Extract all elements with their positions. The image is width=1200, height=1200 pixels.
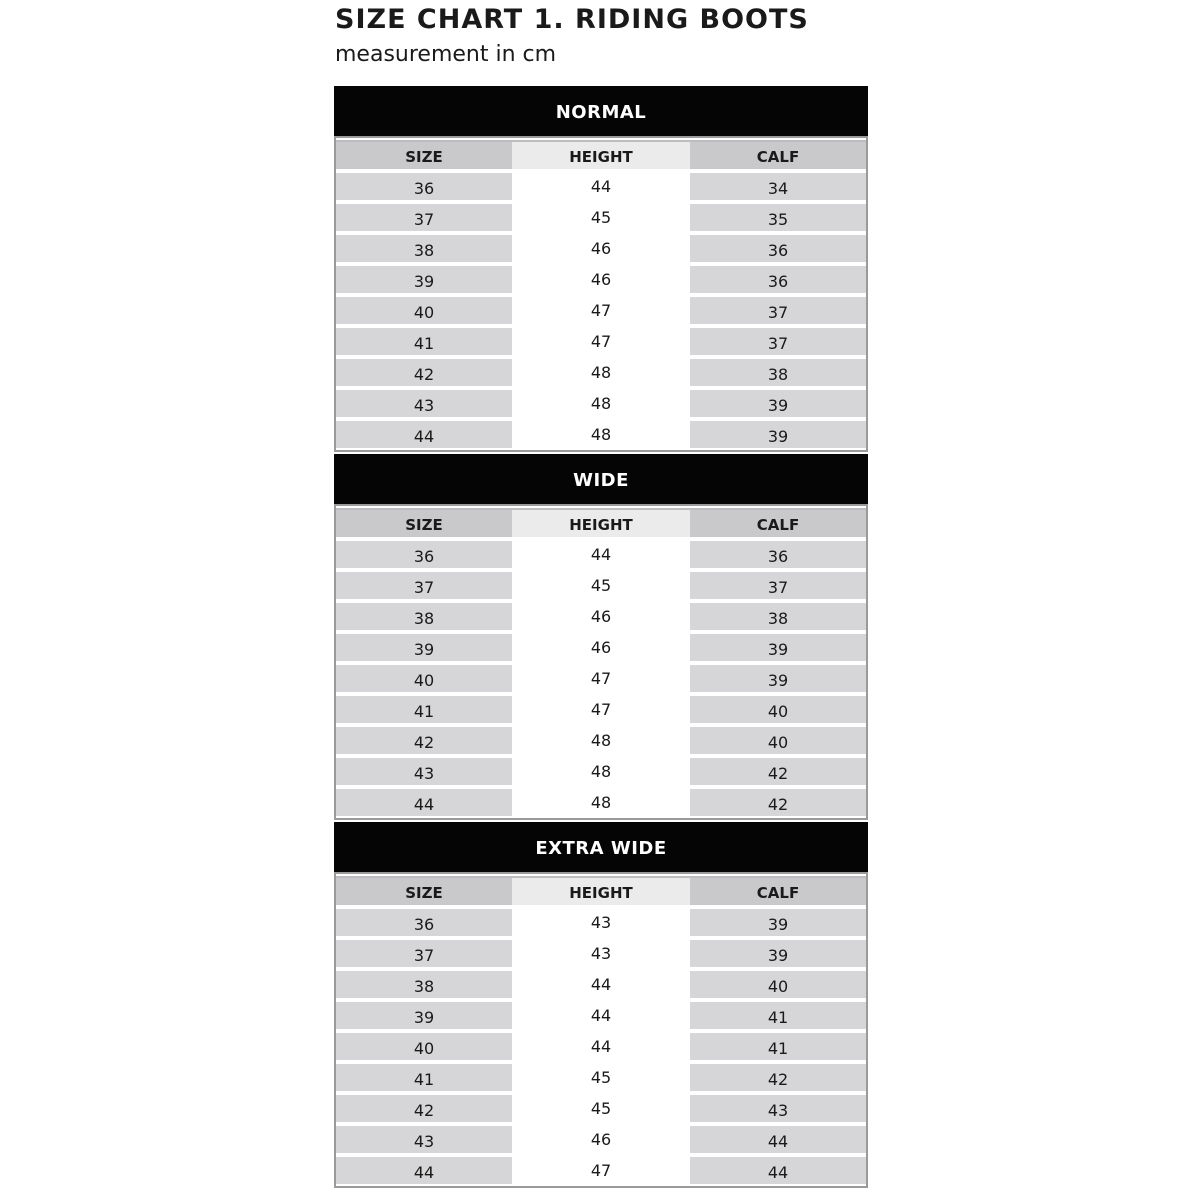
table-row [336, 202, 866, 231]
section-banner [334, 454, 868, 506]
cell-calf: 34 [690, 171, 866, 200]
table-row [336, 907, 866, 936]
cell-size: 37 [336, 570, 512, 599]
table-row [336, 171, 866, 200]
cell-height: 43 [512, 938, 690, 967]
cell-calf: 36 [690, 233, 866, 262]
table-row [336, 326, 866, 355]
cell-height: 46 [512, 264, 690, 293]
section-title: WIDE [573, 470, 629, 491]
cell-calf: 40 [690, 694, 866, 723]
cell-height: 43 [512, 907, 690, 936]
table-row [336, 233, 866, 262]
cell-height: 47 [512, 326, 690, 355]
column-header-size: SIZE [336, 140, 512, 169]
table-row [336, 756, 866, 785]
cell-height: 48 [512, 357, 690, 386]
cell-size: 39 [336, 264, 512, 293]
cell-size: 42 [336, 725, 512, 754]
cell-size: 38 [336, 601, 512, 630]
cell-calf: 44 [690, 1124, 866, 1153]
cell-height: 48 [512, 756, 690, 785]
table-row [336, 1124, 866, 1153]
cell-size: 41 [336, 326, 512, 355]
cell-height: 45 [512, 570, 690, 599]
cell-height: 46 [512, 1124, 690, 1153]
cell-size: 44 [336, 1155, 512, 1184]
section-normal [334, 85, 868, 453]
table-header-row [336, 508, 866, 537]
table-row [336, 357, 866, 386]
cell-size: 39 [336, 1000, 512, 1029]
cell-size: 40 [336, 663, 512, 692]
cell-size: 37 [336, 202, 512, 231]
cell-calf: 42 [690, 1062, 866, 1091]
cell-size: 38 [336, 969, 512, 998]
cell-calf: 36 [690, 264, 866, 293]
cell-size: 44 [336, 787, 512, 816]
cell-height: 46 [512, 233, 690, 262]
cell-size: 36 [336, 171, 512, 200]
cell-height: 44 [512, 1000, 690, 1029]
cell-calf: 43 [690, 1093, 866, 1122]
cell-calf: 35 [690, 202, 866, 231]
cell-height: 45 [512, 1062, 690, 1091]
cell-calf: 40 [690, 969, 866, 998]
cell-calf: 37 [690, 570, 866, 599]
table-row [336, 539, 866, 568]
table-row [336, 969, 866, 998]
cell-size: 40 [336, 1031, 512, 1060]
table-row [336, 694, 866, 723]
cell-height: 45 [512, 202, 690, 231]
cell-height: 46 [512, 632, 690, 661]
cell-height: 44 [512, 171, 690, 200]
cell-height: 45 [512, 1093, 690, 1122]
table-row [336, 787, 866, 816]
column-header-height: HEIGHT [512, 876, 690, 905]
section-banner [334, 86, 868, 138]
cell-height: 44 [512, 539, 690, 568]
cell-size: 43 [336, 756, 512, 785]
cell-size: 37 [336, 938, 512, 967]
cell-calf: 39 [690, 388, 866, 417]
cell-height: 44 [512, 969, 690, 998]
cell-size: 43 [336, 388, 512, 417]
table-row [336, 1031, 866, 1060]
cell-height: 46 [512, 601, 690, 630]
cell-height: 48 [512, 725, 690, 754]
cell-height: 48 [512, 787, 690, 816]
size-chart [334, 85, 868, 1189]
cell-calf: 36 [690, 539, 866, 568]
page-subtitle: measurement in cm [335, 42, 557, 67]
section-title: NORMAL [555, 102, 647, 123]
cell-size: 42 [336, 357, 512, 386]
cell-height: 47 [512, 295, 690, 324]
cell-calf: 41 [690, 1031, 866, 1060]
cell-calf: 41 [690, 1000, 866, 1029]
cell-calf: 40 [690, 725, 866, 754]
cell-calf: 39 [690, 938, 866, 967]
cell-size: 41 [336, 694, 512, 723]
table-row [336, 1093, 866, 1122]
column-header-height: HEIGHT [512, 508, 690, 537]
table-row [336, 570, 866, 599]
cell-calf: 37 [690, 326, 866, 355]
cell-height: 48 [512, 388, 690, 417]
cell-height: 47 [512, 1155, 690, 1184]
table-row [336, 264, 866, 293]
cell-size: 39 [336, 632, 512, 661]
table-row [336, 419, 866, 448]
section-extra-wide [334, 821, 868, 1189]
cell-calf: 44 [690, 1155, 866, 1184]
table-row [336, 1155, 866, 1184]
cell-calf: 38 [690, 601, 866, 630]
table-row [336, 725, 866, 754]
cell-calf: 42 [690, 787, 866, 816]
cell-calf: 39 [690, 632, 866, 661]
cell-height: 47 [512, 663, 690, 692]
table-row [336, 1062, 866, 1091]
cell-calf: 39 [690, 419, 866, 448]
table-header-row [336, 876, 866, 905]
column-header-size: SIZE [336, 508, 512, 537]
column-header-height: HEIGHT [512, 140, 690, 169]
table-header-row [336, 140, 866, 169]
column-header-calf: CALF [690, 140, 866, 169]
table-row [336, 388, 866, 417]
cell-size: 38 [336, 233, 512, 262]
table-row [336, 938, 866, 967]
table-row [336, 601, 866, 630]
column-header-calf: CALF [690, 508, 866, 537]
cell-size: 43 [336, 1124, 512, 1153]
section-wide [334, 453, 868, 821]
cell-calf: 39 [690, 907, 866, 936]
table-row [336, 632, 866, 661]
cell-size: 41 [336, 1062, 512, 1091]
cell-calf: 37 [690, 295, 866, 324]
cell-size: 44 [336, 419, 512, 448]
page-title: SIZE CHART 1. RIDING BOOTS [335, 4, 809, 35]
cell-size: 42 [336, 1093, 512, 1122]
section-banner [334, 822, 868, 874]
cell-size: 36 [336, 539, 512, 568]
cell-calf: 38 [690, 357, 866, 386]
column-header-size: SIZE [336, 876, 512, 905]
cell-height: 48 [512, 419, 690, 448]
section-title: EXTRA WIDE [535, 838, 667, 859]
table-row [336, 295, 866, 324]
cell-height: 47 [512, 694, 690, 723]
cell-size: 40 [336, 295, 512, 324]
cell-size: 36 [336, 907, 512, 936]
table-row [336, 1000, 866, 1029]
column-header-calf: CALF [690, 876, 866, 905]
cell-calf: 39 [690, 663, 866, 692]
cell-height: 44 [512, 1031, 690, 1060]
table-row [336, 663, 866, 692]
cell-calf: 42 [690, 756, 866, 785]
